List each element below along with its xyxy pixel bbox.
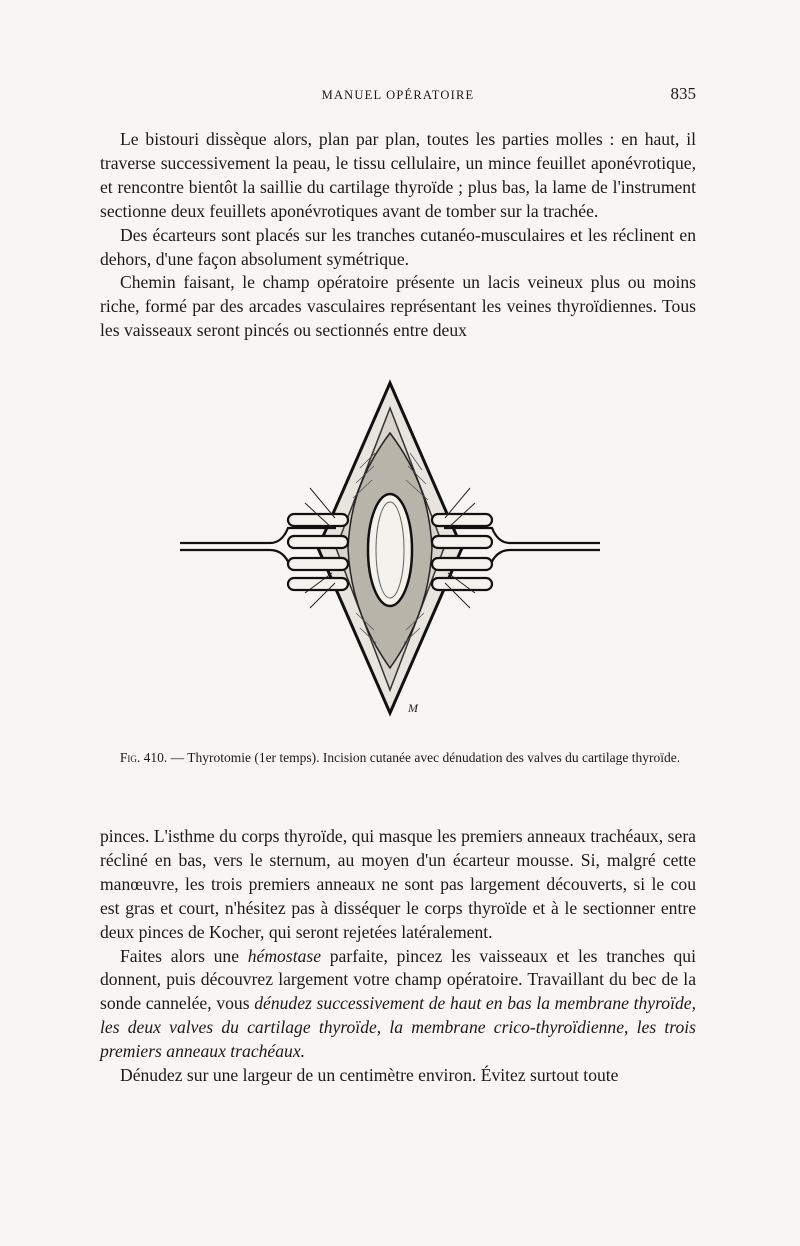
figure-label: Fig. 410. [119, 750, 168, 765]
surgical-illustration [160, 378, 620, 723]
running-title: MANUEL OPÉRATOIRE [321, 88, 475, 102]
cartilage-window [368, 494, 412, 606]
paragraph: pinces. L'isthme du corps thyroïde, qui masque les premiers anneaux trachéaux, sera récliné en bas, vers le sternum, au moyen d'un écarteur mousse. Si, malgré cette manœuvre, les trois premiers anneaux ne sont pas largement découverts, si le cou est gras et court, n'hésitez pas à disséquer le corps thyroïde et à le sectionner entre deux pinces de Kocher, qui seront rejetées latéralement. [100, 826, 696, 942]
page-number: 835 [670, 84, 696, 103]
text-run: Faites alors une [120, 945, 248, 966]
text-run: parfaite, pincez les vaisseaux et les tranches qui donnent, puis découvrez largement votre champ opératoire. Travaillant du bec de la sonde cannelée, vous [100, 945, 696, 1014]
figure-caption [110, 750, 690, 766]
italic-phrase: dénudez successivement de haut en bas la membrane thyroïde, les deux valves du cartilage thyroïde, la membrane crico-thyroïdienne, les trois premiers anneaux trachéaux. [100, 993, 696, 1062]
engraver-signature: M [408, 701, 418, 715]
paragraph: Chemin faisant, le champ opératoire présente un lacis veineux plus ou moins riche, formé par des arcades vasculaires représentant les veines thyroïdiennes. Tous les vaisseaux seront pincés ou sectionnés entre deux [100, 272, 696, 341]
bottom-text-block [100, 825, 696, 1088]
paragraph [100, 945, 696, 1065]
paragraph: Le bistouri dissèque alors, plan par plan, toutes les parties molles : en haut, il traverse successivement la peau, le tissu cellulaire, un mince feuillet aponévrotique, et rencontre bientôt la saillie du cartilage thyroïde ; plus bas, la lame de l'instrument sectionne deux feuillets aponévrotiques avant de tomber sur la trachée. [100, 129, 696, 221]
top-text-block [100, 128, 696, 343]
italic-term: hémostase [247, 945, 322, 966]
thyrotomy-engraving [160, 378, 620, 723]
figure-caption-text: — Thyrotomie (1er temps). Incision cutanée avec dénudation des valves du cartilage thyroïde. [170, 750, 681, 765]
paragraph: Dénudez sur une largeur de un centimètre environ. Évitez surtout toute [120, 1065, 619, 1086]
paragraph: Des écarteurs sont placés sur les tranches cutanéo-musculaires et les réclinent en dehors, d'une façon absolument symétrique. [100, 224, 696, 269]
running-head [100, 84, 696, 106]
